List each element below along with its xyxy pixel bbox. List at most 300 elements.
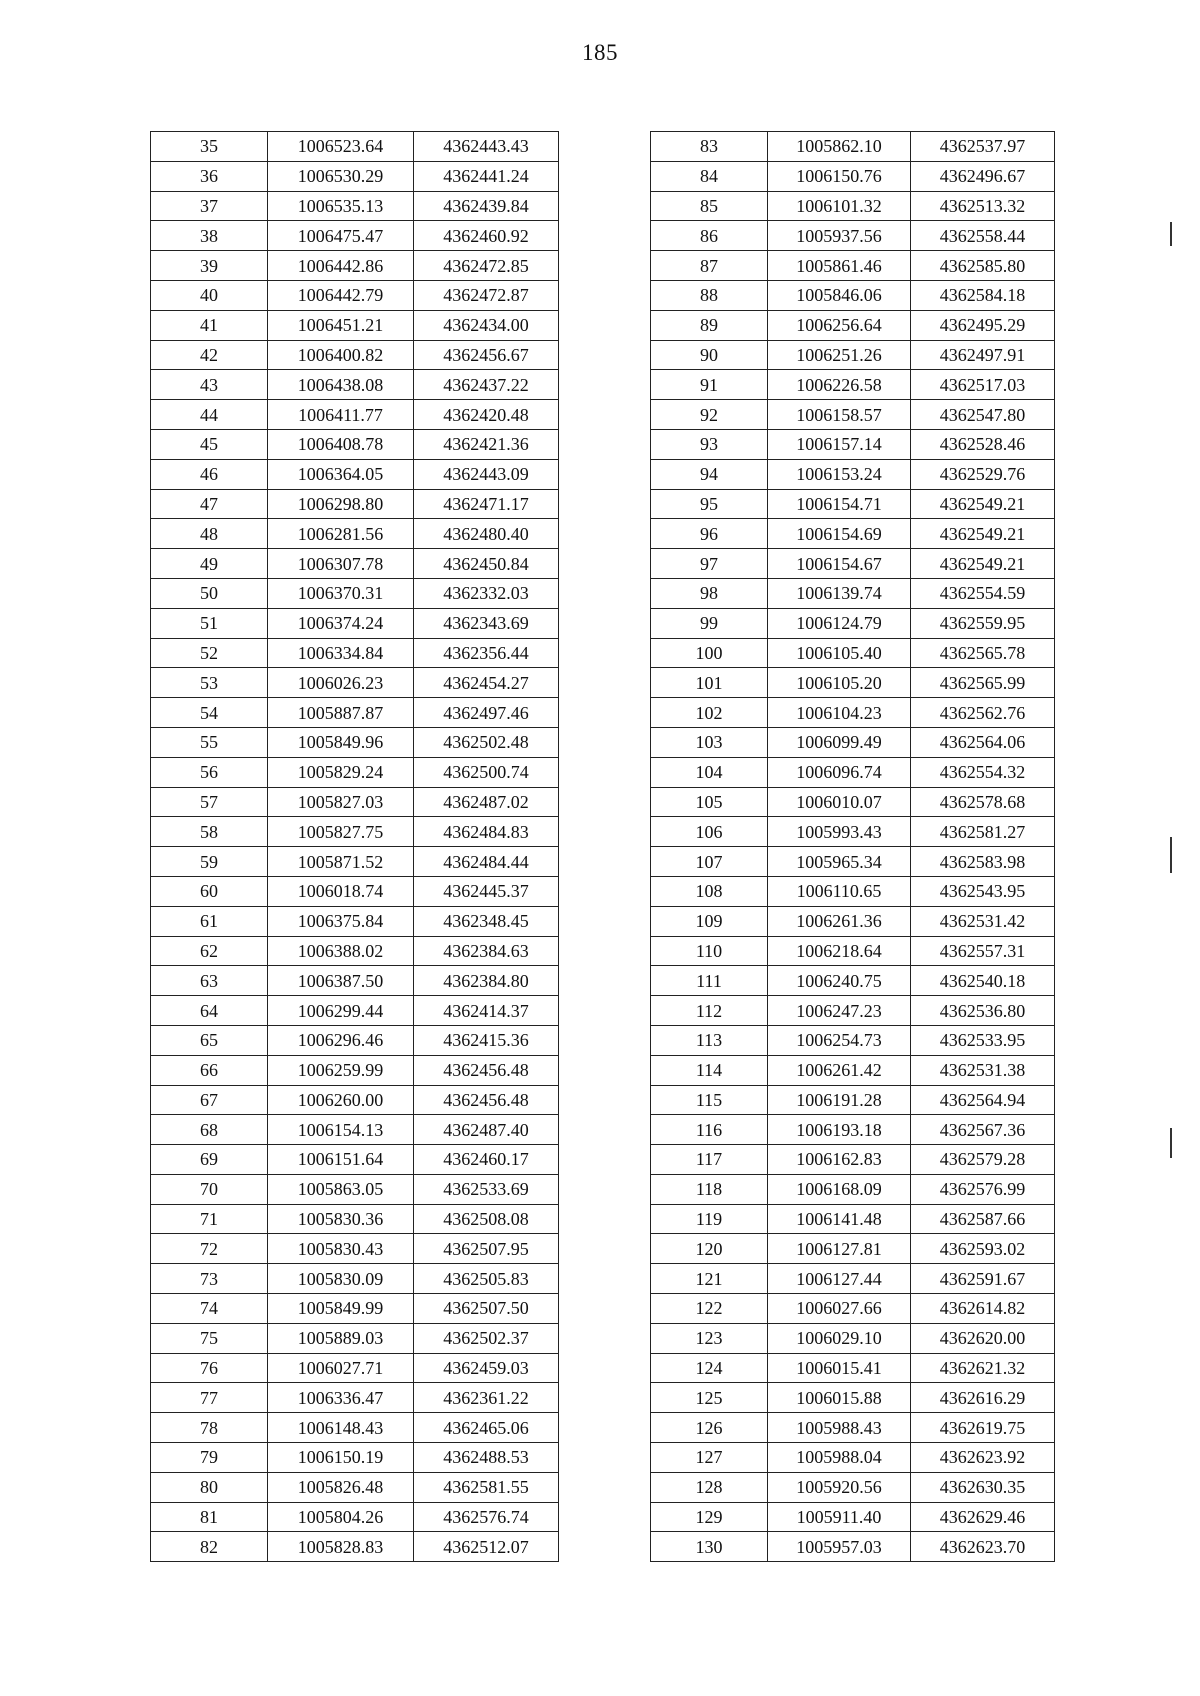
x-coordinate: 1006299.44 xyxy=(268,996,414,1026)
point-number: 76 xyxy=(151,1353,268,1383)
page-number: 185 xyxy=(582,40,618,65)
table-row xyxy=(651,459,1055,489)
x-coordinate: 1006388.02 xyxy=(268,936,414,966)
point-number: 94 xyxy=(651,459,768,489)
x-coordinate: 1005988.43 xyxy=(768,1413,911,1443)
y-coordinate: 4362356.44 xyxy=(414,638,559,668)
table-row xyxy=(651,1472,1055,1502)
y-coordinate: 4362460.17 xyxy=(414,1145,559,1175)
point-number: 110 xyxy=(651,936,768,966)
x-coordinate: 1006400.82 xyxy=(268,340,414,370)
y-coordinate: 4362456.48 xyxy=(414,1085,559,1115)
y-coordinate: 4362562.76 xyxy=(911,698,1055,728)
y-coordinate: 4362533.69 xyxy=(414,1174,559,1204)
table-row xyxy=(151,1502,559,1532)
point-number: 108 xyxy=(651,876,768,906)
y-coordinate: 4362517.03 xyxy=(911,370,1055,400)
table-row xyxy=(651,1294,1055,1324)
table-row xyxy=(651,757,1055,787)
x-coordinate: 1006127.81 xyxy=(768,1234,911,1264)
table-row xyxy=(151,996,559,1026)
y-coordinate: 4362332.03 xyxy=(414,578,559,608)
table-row xyxy=(151,1323,559,1353)
point-number: 89 xyxy=(651,310,768,340)
y-coordinate: 4362621.32 xyxy=(911,1353,1055,1383)
y-coordinate: 4362564.94 xyxy=(911,1085,1055,1115)
table-row xyxy=(651,489,1055,519)
x-coordinate: 1005846.06 xyxy=(768,280,911,310)
x-coordinate: 1006029.10 xyxy=(768,1323,911,1353)
x-coordinate: 1005830.09 xyxy=(268,1264,414,1294)
x-coordinate: 1006535.13 xyxy=(268,191,414,221)
x-coordinate: 1005993.43 xyxy=(768,817,911,847)
table-row xyxy=(651,1174,1055,1204)
table-row xyxy=(151,608,559,638)
point-number: 104 xyxy=(651,757,768,787)
point-number: 70 xyxy=(151,1174,268,1204)
x-coordinate: 1006298.80 xyxy=(268,489,414,519)
x-coordinate: 1006281.56 xyxy=(268,519,414,549)
y-coordinate: 4362507.95 xyxy=(414,1234,559,1264)
point-number: 48 xyxy=(151,519,268,549)
point-number: 106 xyxy=(651,817,768,847)
x-coordinate: 1006375.84 xyxy=(268,906,414,936)
y-coordinate: 4362415.36 xyxy=(414,1025,559,1055)
y-coordinate: 4362471.17 xyxy=(414,489,559,519)
table-row xyxy=(151,1174,559,1204)
point-number: 101 xyxy=(651,668,768,698)
y-coordinate: 4362549.21 xyxy=(911,489,1055,519)
point-number: 39 xyxy=(151,251,268,281)
table-row xyxy=(151,1294,559,1324)
point-number: 72 xyxy=(151,1234,268,1264)
x-coordinate: 1005827.03 xyxy=(268,787,414,817)
x-coordinate: 1006261.36 xyxy=(768,906,911,936)
point-number: 119 xyxy=(651,1204,768,1234)
table-row xyxy=(651,191,1055,221)
y-coordinate: 4362536.80 xyxy=(911,996,1055,1026)
y-coordinate: 4362459.03 xyxy=(414,1353,559,1383)
point-number: 52 xyxy=(151,638,268,668)
point-number: 117 xyxy=(651,1145,768,1175)
point-number: 38 xyxy=(151,221,268,251)
y-coordinate: 4362557.31 xyxy=(911,936,1055,966)
table-row xyxy=(151,966,559,996)
point-number: 121 xyxy=(651,1264,768,1294)
x-coordinate: 1006154.69 xyxy=(768,519,911,549)
x-coordinate: 1006150.76 xyxy=(768,161,911,191)
table-row xyxy=(151,191,559,221)
x-coordinate: 1006260.00 xyxy=(268,1085,414,1115)
point-number: 67 xyxy=(151,1085,268,1115)
y-coordinate: 4362502.37 xyxy=(414,1323,559,1353)
x-coordinate: 1005911.40 xyxy=(768,1502,911,1532)
table-row xyxy=(651,817,1055,847)
point-number: 44 xyxy=(151,400,268,430)
y-coordinate: 4362565.99 xyxy=(911,668,1055,698)
y-coordinate: 4362472.87 xyxy=(414,280,559,310)
point-number: 93 xyxy=(651,429,768,459)
point-number: 46 xyxy=(151,459,268,489)
y-coordinate: 4362623.92 xyxy=(911,1443,1055,1473)
x-coordinate: 1006442.79 xyxy=(268,280,414,310)
table-row xyxy=(651,370,1055,400)
x-coordinate: 1005965.34 xyxy=(768,847,911,877)
y-coordinate: 4362487.40 xyxy=(414,1115,559,1145)
table-row xyxy=(151,1085,559,1115)
x-coordinate: 1006027.71 xyxy=(268,1353,414,1383)
point-number: 79 xyxy=(151,1443,268,1473)
y-coordinate: 4362472.85 xyxy=(414,251,559,281)
y-coordinate: 4362591.67 xyxy=(911,1264,1055,1294)
point-number: 51 xyxy=(151,608,268,638)
point-number: 41 xyxy=(151,310,268,340)
table-row xyxy=(651,549,1055,579)
table-row xyxy=(151,251,559,281)
y-coordinate: 4362500.74 xyxy=(414,757,559,787)
y-coordinate: 4362445.37 xyxy=(414,876,559,906)
x-coordinate: 1006124.79 xyxy=(768,608,911,638)
table-row xyxy=(151,1145,559,1175)
point-number: 127 xyxy=(651,1443,768,1473)
point-number: 37 xyxy=(151,191,268,221)
coordinate-table-left xyxy=(150,131,559,1562)
y-coordinate: 4362384.80 xyxy=(414,966,559,996)
table-row xyxy=(151,787,559,817)
y-coordinate: 4362487.02 xyxy=(414,787,559,817)
table-row xyxy=(151,221,559,251)
y-coordinate: 4362465.06 xyxy=(414,1413,559,1443)
x-coordinate: 1006307.78 xyxy=(268,549,414,579)
x-coordinate: 1005849.99 xyxy=(268,1294,414,1324)
table-row xyxy=(651,1383,1055,1413)
y-coordinate: 4362619.75 xyxy=(911,1413,1055,1443)
y-coordinate: 4362576.74 xyxy=(414,1502,559,1532)
table-row xyxy=(151,1055,559,1085)
x-coordinate: 1006334.84 xyxy=(268,638,414,668)
y-coordinate: 4362497.91 xyxy=(911,340,1055,370)
table-row xyxy=(151,519,559,549)
table-row xyxy=(651,1115,1055,1145)
x-coordinate: 1005863.05 xyxy=(268,1174,414,1204)
table-row xyxy=(151,817,559,847)
point-number: 103 xyxy=(651,727,768,757)
x-coordinate: 1005849.96 xyxy=(268,727,414,757)
table-row xyxy=(151,1443,559,1473)
table-row xyxy=(651,698,1055,728)
y-coordinate: 4362505.83 xyxy=(414,1264,559,1294)
table-row xyxy=(151,132,559,162)
y-coordinate: 4362531.42 xyxy=(911,906,1055,936)
y-coordinate: 4362531.38 xyxy=(911,1055,1055,1085)
scan-mark xyxy=(1170,1128,1172,1158)
table-row xyxy=(651,251,1055,281)
table-row xyxy=(151,1353,559,1383)
x-coordinate: 1006127.44 xyxy=(768,1264,911,1294)
point-number: 118 xyxy=(651,1174,768,1204)
table-row xyxy=(151,1115,559,1145)
point-number: 115 xyxy=(651,1085,768,1115)
y-coordinate: 4362543.95 xyxy=(911,876,1055,906)
y-coordinate: 4362581.27 xyxy=(911,817,1055,847)
x-coordinate: 1006191.28 xyxy=(768,1085,911,1115)
coordinate-table-right xyxy=(650,131,1055,1562)
point-number: 90 xyxy=(651,340,768,370)
x-coordinate: 1006015.88 xyxy=(768,1383,911,1413)
table-row xyxy=(651,429,1055,459)
point-number: 58 xyxy=(151,817,268,847)
table-row xyxy=(151,1472,559,1502)
y-coordinate: 4362585.80 xyxy=(911,251,1055,281)
point-number: 86 xyxy=(651,221,768,251)
y-coordinate: 4362528.46 xyxy=(911,429,1055,459)
x-coordinate: 1006018.74 xyxy=(268,876,414,906)
x-coordinate: 1006218.64 xyxy=(768,936,911,966)
table-row xyxy=(651,1264,1055,1294)
y-coordinate: 4362434.00 xyxy=(414,310,559,340)
table-row xyxy=(651,1055,1055,1085)
table-row xyxy=(151,310,559,340)
x-coordinate: 1005988.04 xyxy=(768,1443,911,1473)
x-coordinate: 1006096.74 xyxy=(768,757,911,787)
point-number: 54 xyxy=(151,698,268,728)
x-coordinate: 1006451.21 xyxy=(268,310,414,340)
y-coordinate: 4362496.67 xyxy=(911,161,1055,191)
y-coordinate: 4362623.70 xyxy=(911,1532,1055,1562)
x-coordinate: 1006168.09 xyxy=(768,1174,911,1204)
x-coordinate: 1005889.03 xyxy=(268,1323,414,1353)
point-number: 45 xyxy=(151,429,268,459)
y-coordinate: 4362537.97 xyxy=(911,132,1055,162)
x-coordinate: 1005830.36 xyxy=(268,1204,414,1234)
table-row xyxy=(651,280,1055,310)
point-number: 57 xyxy=(151,787,268,817)
point-number: 71 xyxy=(151,1204,268,1234)
table-row xyxy=(651,906,1055,936)
x-coordinate: 1006150.19 xyxy=(268,1443,414,1473)
table-row xyxy=(151,757,559,787)
x-coordinate: 1006099.49 xyxy=(768,727,911,757)
table-row xyxy=(651,936,1055,966)
point-number: 83 xyxy=(651,132,768,162)
table-row xyxy=(151,1532,559,1562)
point-number: 114 xyxy=(651,1055,768,1085)
table-row xyxy=(651,1502,1055,1532)
point-number: 124 xyxy=(651,1353,768,1383)
y-coordinate: 4362488.53 xyxy=(414,1443,559,1473)
x-coordinate: 1005828.83 xyxy=(268,1532,414,1562)
x-coordinate: 1006374.24 xyxy=(268,608,414,638)
x-coordinate: 1005937.56 xyxy=(768,221,911,251)
y-coordinate: 4362564.06 xyxy=(911,727,1055,757)
point-number: 95 xyxy=(651,489,768,519)
point-number: 68 xyxy=(151,1115,268,1145)
y-coordinate: 4362443.43 xyxy=(414,132,559,162)
point-number: 123 xyxy=(651,1323,768,1353)
point-number: 63 xyxy=(151,966,268,996)
table-row xyxy=(651,221,1055,251)
table-row xyxy=(651,1532,1055,1562)
point-number: 96 xyxy=(651,519,768,549)
y-coordinate: 4362540.18 xyxy=(911,966,1055,996)
y-coordinate: 4362450.84 xyxy=(414,549,559,579)
y-coordinate: 4362565.78 xyxy=(911,638,1055,668)
point-number: 66 xyxy=(151,1055,268,1085)
table-row xyxy=(151,429,559,459)
y-coordinate: 4362614.82 xyxy=(911,1294,1055,1324)
table-row xyxy=(151,400,559,430)
table-row xyxy=(151,1413,559,1443)
table-row xyxy=(151,638,559,668)
table-row xyxy=(651,310,1055,340)
x-coordinate: 1006153.24 xyxy=(768,459,911,489)
x-coordinate: 1006411.77 xyxy=(268,400,414,430)
y-coordinate: 4362576.99 xyxy=(911,1174,1055,1204)
table-row xyxy=(151,280,559,310)
point-number: 47 xyxy=(151,489,268,519)
y-coordinate: 4362549.21 xyxy=(911,519,1055,549)
x-coordinate: 1006530.29 xyxy=(268,161,414,191)
point-number: 60 xyxy=(151,876,268,906)
table-row xyxy=(651,1204,1055,1234)
x-coordinate: 1005957.03 xyxy=(768,1532,911,1562)
x-coordinate: 1006364.05 xyxy=(268,459,414,489)
table-row xyxy=(151,698,559,728)
x-coordinate: 1005920.56 xyxy=(768,1472,911,1502)
point-number: 128 xyxy=(651,1472,768,1502)
x-coordinate: 1006101.32 xyxy=(768,191,911,221)
y-coordinate: 4362439.84 xyxy=(414,191,559,221)
y-coordinate: 4362508.08 xyxy=(414,1204,559,1234)
point-number: 62 xyxy=(151,936,268,966)
x-coordinate: 1006154.13 xyxy=(268,1115,414,1145)
y-coordinate: 4362578.68 xyxy=(911,787,1055,817)
y-coordinate: 4362484.44 xyxy=(414,847,559,877)
y-coordinate: 4362456.48 xyxy=(414,1055,559,1085)
x-coordinate: 1006105.40 xyxy=(768,638,911,668)
point-number: 53 xyxy=(151,668,268,698)
y-coordinate: 4362421.36 xyxy=(414,429,559,459)
y-coordinate: 4362384.63 xyxy=(414,936,559,966)
point-number: 125 xyxy=(651,1383,768,1413)
table-row xyxy=(651,996,1055,1026)
table-row xyxy=(151,847,559,877)
table-row xyxy=(151,370,559,400)
x-coordinate: 1006254.73 xyxy=(768,1025,911,1055)
y-coordinate: 4362437.22 xyxy=(414,370,559,400)
point-number: 78 xyxy=(151,1413,268,1443)
x-coordinate: 1005830.43 xyxy=(268,1234,414,1264)
x-coordinate: 1006151.64 xyxy=(268,1145,414,1175)
x-coordinate: 1006141.48 xyxy=(768,1204,911,1234)
table-row xyxy=(151,1204,559,1234)
point-number: 87 xyxy=(651,251,768,281)
point-number: 59 xyxy=(151,847,268,877)
table-row xyxy=(151,549,559,579)
x-coordinate: 1006158.57 xyxy=(768,400,911,430)
table-row xyxy=(651,1145,1055,1175)
x-coordinate: 1006010.07 xyxy=(768,787,911,817)
table-row xyxy=(651,966,1055,996)
point-number: 120 xyxy=(651,1234,768,1264)
x-coordinate: 1006296.46 xyxy=(268,1025,414,1055)
table-row xyxy=(651,787,1055,817)
x-coordinate: 1006193.18 xyxy=(768,1115,911,1145)
point-number: 74 xyxy=(151,1294,268,1324)
y-coordinate: 4362497.46 xyxy=(414,698,559,728)
table-row xyxy=(651,1323,1055,1353)
x-coordinate: 1006387.50 xyxy=(268,966,414,996)
x-coordinate: 1006027.66 xyxy=(768,1294,911,1324)
x-coordinate: 1005862.10 xyxy=(768,132,911,162)
table-row xyxy=(151,876,559,906)
x-coordinate: 1005826.48 xyxy=(268,1472,414,1502)
point-number: 126 xyxy=(651,1413,768,1443)
y-coordinate: 4362443.09 xyxy=(414,459,559,489)
x-coordinate: 1006370.31 xyxy=(268,578,414,608)
point-number: 130 xyxy=(651,1532,768,1562)
y-coordinate: 4362484.83 xyxy=(414,817,559,847)
table-row xyxy=(651,1085,1055,1115)
point-number: 100 xyxy=(651,638,768,668)
table-row xyxy=(151,459,559,489)
table-row xyxy=(651,1413,1055,1443)
x-coordinate: 1006139.74 xyxy=(768,578,911,608)
y-coordinate: 4362441.24 xyxy=(414,161,559,191)
x-coordinate: 1005827.75 xyxy=(268,817,414,847)
y-coordinate: 4362460.92 xyxy=(414,221,559,251)
point-number: 97 xyxy=(651,549,768,579)
x-coordinate: 1006438.08 xyxy=(268,370,414,400)
x-coordinate: 1005871.52 xyxy=(268,847,414,877)
point-number: 109 xyxy=(651,906,768,936)
point-number: 56 xyxy=(151,757,268,787)
point-number: 77 xyxy=(151,1383,268,1413)
table-row xyxy=(651,400,1055,430)
x-coordinate: 1006442.86 xyxy=(268,251,414,281)
y-coordinate: 4362593.02 xyxy=(911,1234,1055,1264)
x-coordinate: 1006247.23 xyxy=(768,996,911,1026)
table-row xyxy=(151,1264,559,1294)
table-row xyxy=(651,578,1055,608)
point-number: 42 xyxy=(151,340,268,370)
point-number: 61 xyxy=(151,906,268,936)
y-coordinate: 4362629.46 xyxy=(911,1502,1055,1532)
table-row xyxy=(651,876,1055,906)
y-coordinate: 4362583.98 xyxy=(911,847,1055,877)
y-coordinate: 4362547.80 xyxy=(911,400,1055,430)
x-coordinate: 1006523.64 xyxy=(268,132,414,162)
point-number: 98 xyxy=(651,578,768,608)
point-number: 80 xyxy=(151,1472,268,1502)
point-number: 88 xyxy=(651,280,768,310)
x-coordinate: 1006157.14 xyxy=(768,429,911,459)
y-coordinate: 4362620.00 xyxy=(911,1323,1055,1353)
table-row xyxy=(151,161,559,191)
x-coordinate: 1005887.87 xyxy=(268,698,414,728)
point-number: 75 xyxy=(151,1323,268,1353)
table-row xyxy=(651,1025,1055,1055)
x-coordinate: 1006105.20 xyxy=(768,668,911,698)
point-number: 73 xyxy=(151,1264,268,1294)
table-row xyxy=(651,340,1055,370)
y-coordinate: 4362616.29 xyxy=(911,1383,1055,1413)
y-coordinate: 4362579.28 xyxy=(911,1145,1055,1175)
x-coordinate: 1006256.64 xyxy=(768,310,911,340)
x-coordinate: 1006336.47 xyxy=(268,1383,414,1413)
table-row xyxy=(651,847,1055,877)
table-row xyxy=(151,489,559,519)
